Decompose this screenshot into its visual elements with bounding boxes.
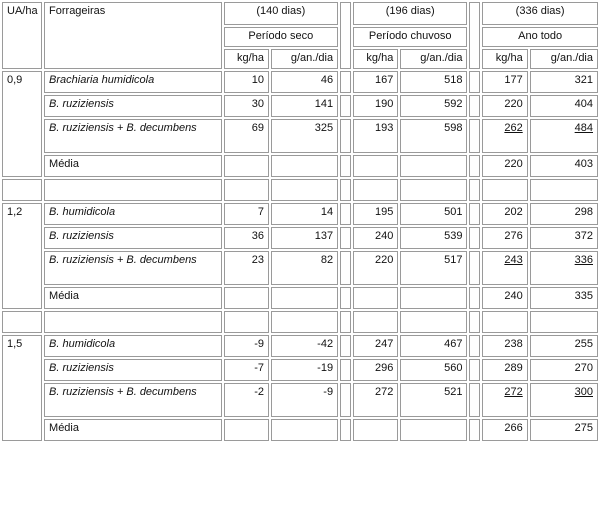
value-cell: 14: [271, 203, 338, 225]
spacer-cell: [469, 359, 480, 381]
media-value: 335: [530, 287, 598, 309]
empty-cell: [400, 419, 467, 441]
forage-name: B. ruziziensis: [44, 227, 221, 249]
forage-name: Brachiaria humidicola: [44, 71, 221, 93]
spacer-cell: [469, 227, 480, 249]
value-cell: 517: [400, 251, 467, 285]
value-cell: 560: [400, 359, 467, 381]
value-cell: -19: [271, 359, 338, 381]
empty-cell: [400, 155, 467, 177]
value-cell: 167: [353, 71, 398, 93]
spacer-cell: [340, 2, 351, 69]
value-cell: 592: [400, 95, 467, 117]
ua-header: UA/ha: [2, 2, 42, 69]
value-cell: -42: [271, 335, 338, 357]
spacer-cell: [340, 71, 351, 93]
empty-cell: [224, 419, 269, 441]
value-cell: 270: [530, 359, 598, 381]
kg-header: kg/ha: [224, 49, 269, 69]
spacer-cell: [469, 71, 480, 93]
spacer-cell: [469, 383, 480, 417]
g-header: g/an./dia: [530, 49, 598, 69]
value-cell: 247: [353, 335, 398, 357]
g-header: g/an./dia: [400, 49, 467, 69]
value-cell: 404: [530, 95, 598, 117]
value-cell: 240: [353, 227, 398, 249]
ua-value: 1,2: [2, 203, 42, 309]
spacer-cell: [340, 119, 351, 153]
g-header: g/an./dia: [271, 49, 338, 69]
spacer-cell: [340, 203, 351, 225]
value-cell: -2: [224, 383, 269, 417]
empty-cell: [353, 155, 398, 177]
spacer-cell: [469, 95, 480, 117]
value-cell: 372: [530, 227, 598, 249]
media-value: 240: [482, 287, 527, 309]
empty-cell: [353, 287, 398, 309]
kg-header: kg/ha: [353, 49, 398, 69]
value-cell: 272: [353, 383, 398, 417]
value-cell: 220: [482, 95, 527, 117]
value-cell: -9: [224, 335, 269, 357]
dry-period-header: Período seco: [224, 27, 339, 47]
spacer-cell: [340, 335, 351, 357]
year-days-header: (336 dias): [482, 2, 598, 25]
empty-cell: [400, 287, 467, 309]
dry-days-header: (140 dias): [224, 2, 339, 25]
value-cell: 484: [530, 119, 598, 153]
empty-cell: [271, 287, 338, 309]
value-cell: 7: [224, 203, 269, 225]
value-cell: 69: [224, 119, 269, 153]
value-cell: 255: [530, 335, 598, 357]
spacer-cell: [340, 95, 351, 117]
forage-name: B. humidicola: [44, 203, 221, 225]
media-label: Média: [44, 155, 221, 177]
forage-name: B. humidicola: [44, 335, 221, 357]
spacer-cell: [469, 203, 480, 225]
value-cell: 298: [530, 203, 598, 225]
value-cell: -9: [271, 383, 338, 417]
value-cell: 30: [224, 95, 269, 117]
spacer-cell: [469, 419, 480, 441]
value-cell: 137: [271, 227, 338, 249]
separator-row: [2, 179, 598, 201]
value-cell: 539: [400, 227, 467, 249]
value-cell: 141: [271, 95, 338, 117]
value-cell: 220: [353, 251, 398, 285]
wet-period-header: Período chuvoso: [353, 27, 468, 47]
spacer-cell: [340, 359, 351, 381]
value-cell: 195: [353, 203, 398, 225]
value-cell: 190: [353, 95, 398, 117]
value-cell: 46: [271, 71, 338, 93]
value-cell: 243: [482, 251, 527, 285]
value-cell: 289: [482, 359, 527, 381]
value-cell: -7: [224, 359, 269, 381]
value-cell: 325: [271, 119, 338, 153]
spacer-cell: [469, 155, 480, 177]
value-cell: 467: [400, 335, 467, 357]
spacer-cell: [340, 383, 351, 417]
value-cell: 518: [400, 71, 467, 93]
value-cell: 321: [530, 71, 598, 93]
kg-header: kg/ha: [482, 49, 527, 69]
spacer-cell: [340, 155, 351, 177]
value-cell: 501: [400, 203, 467, 225]
value-cell: 336: [530, 251, 598, 285]
value-cell: 598: [400, 119, 467, 153]
forage-name: B. ruziziensis + B. decumbens: [44, 251, 221, 285]
ua-value: 1,5: [2, 335, 42, 441]
value-cell: 296: [353, 359, 398, 381]
media-value: 220: [482, 155, 527, 177]
spacer-cell: [340, 227, 351, 249]
value-cell: 23: [224, 251, 269, 285]
spacer-cell: [340, 419, 351, 441]
value-cell: 272: [482, 383, 527, 417]
value-cell: 276: [482, 227, 527, 249]
value-cell: 300: [530, 383, 598, 417]
spacer-cell: [469, 335, 480, 357]
value-cell: 82: [271, 251, 338, 285]
value-cell: 521: [400, 383, 467, 417]
forage-name: B. ruziziensis + B. decumbens: [44, 383, 221, 417]
value-cell: 10: [224, 71, 269, 93]
value-cell: 202: [482, 203, 527, 225]
forage-name: B. ruziziensis: [44, 359, 221, 381]
value-cell: 193: [353, 119, 398, 153]
forrageiras-header: Forrageiras: [44, 2, 221, 69]
spacer-cell: [340, 251, 351, 285]
wet-days-header: (196 dias): [353, 2, 468, 25]
value-cell: 238: [482, 335, 527, 357]
separator-row: [2, 311, 598, 333]
empty-cell: [353, 419, 398, 441]
media-value: 403: [530, 155, 598, 177]
spacer-cell: [469, 2, 480, 69]
ua-value: 0,9: [2, 71, 42, 177]
value-cell: 36: [224, 227, 269, 249]
value-cell: 177: [482, 71, 527, 93]
forage-name: B. ruziziensis + B. decumbens: [44, 119, 221, 153]
empty-cell: [224, 287, 269, 309]
spacer-cell: [469, 287, 480, 309]
media-label: Média: [44, 419, 221, 441]
forage-name: B. ruziziensis: [44, 95, 221, 117]
media-value: 275: [530, 419, 598, 441]
spacer-cell: [469, 251, 480, 285]
value-cell: 262: [482, 119, 527, 153]
spacer-cell: [340, 287, 351, 309]
media-label: Média: [44, 287, 221, 309]
empty-cell: [224, 155, 269, 177]
media-value: 266: [482, 419, 527, 441]
spacer-cell: [469, 119, 480, 153]
empty-cell: [271, 155, 338, 177]
empty-cell: [271, 419, 338, 441]
year-period-header: Ano todo: [482, 27, 598, 47]
